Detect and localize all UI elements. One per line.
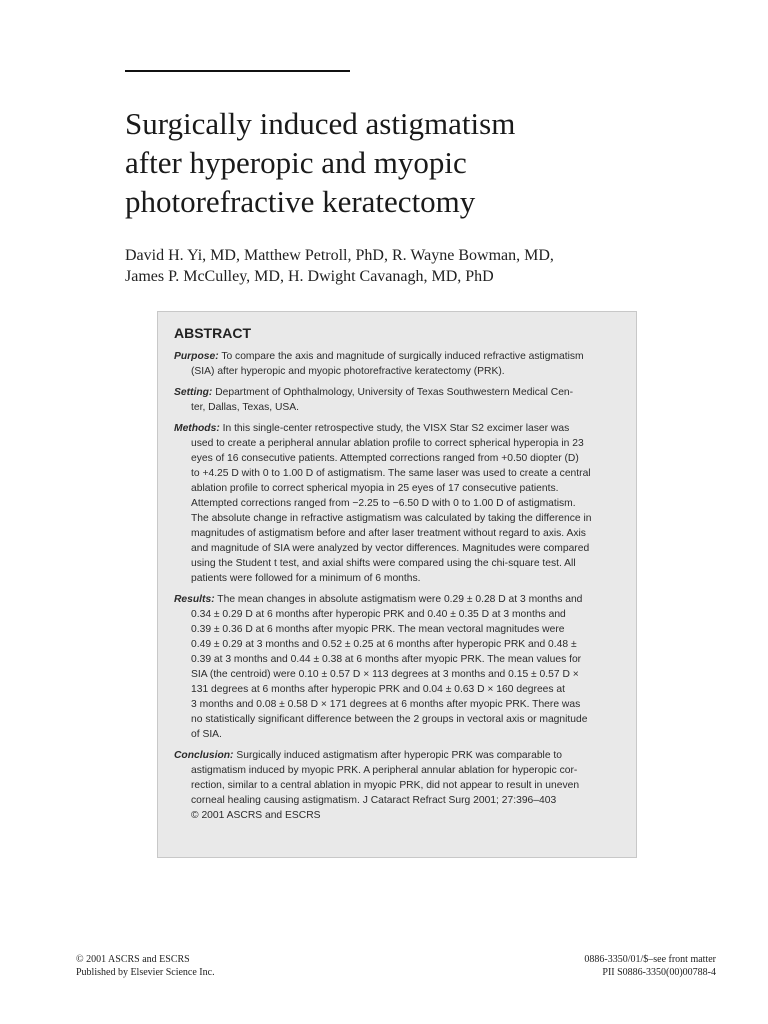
footer-line: 0886-3350/01/$–see front matter <box>584 954 716 965</box>
methods-text: eyes of 16 consecutive patients. Attempted corrections ranged from +0.50 diopter (D) <box>191 453 579 464</box>
results-text: 131 degrees at 6 months after hyperopic PRK and 0.04 ± 0.63 D × 160 degrees at <box>191 684 566 695</box>
footer-line: Published by Elsevier Science Inc. <box>76 967 215 978</box>
conclusion-text: astigmatism induced by myopic PRK. A peripheral annular ablation for hyperopic cor- <box>191 765 578 776</box>
methods-label: Methods: <box>174 423 220 434</box>
methods-text: to +4.25 D with 0 to 1.00 D of astigmatism. The same laser was used to create a central <box>191 468 591 479</box>
conclusion-text: Surgically induced astigmatism after hyperopic PRK was comparable to <box>233 750 563 761</box>
purpose-label: Purpose: <box>174 351 219 362</box>
results-text: no statistically significant difference between the 2 groups in vectoral axis or magnitude <box>191 714 588 725</box>
author-list <box>125 245 705 287</box>
results-text: of SIA. <box>191 729 222 740</box>
abstract-purpose <box>174 349 622 379</box>
title-line: photorefractive keratectomy <box>125 184 476 219</box>
purpose-text: To compare the axis and magnitude of surgically induced refractive astigmatism <box>218 351 584 362</box>
results-text: 0.39 ± 0.36 D at 6 months after myopic PRK. The mean vectoral magnitudes were <box>191 624 565 635</box>
abstract-conclusion <box>174 748 622 823</box>
results-text: 3 months and 0.08 ± 0.58 D × 171 degrees at 6 months after myopic PRK. There was <box>191 699 581 710</box>
results-text: The mean changes in absolute astigmatism were 0.29 ± 0.28 D at 3 months and <box>214 594 583 605</box>
title-rule <box>125 70 350 72</box>
methods-text: In this single-center retrospective study, the VISX Star S2 excimer laser was <box>219 423 570 434</box>
conclusion-text: © 2001 ASCRS and ESCRS <box>191 810 321 821</box>
abstract-methods <box>174 421 622 586</box>
footer-line: PII S0886-3350(00)00788-4 <box>602 967 716 978</box>
abstract-heading: ABSTRACT <box>174 325 251 341</box>
setting-text: ter, Dallas, Texas, USA. <box>191 402 299 413</box>
conclusion-text: rection, similar to a central ablation in myopic PRK, did not appear to result in uneven <box>191 780 580 791</box>
results-text: 0.49 ± 0.29 at 3 months and 0.52 ± 0.25 at 6 months after hyperopic PRK and 0.48 ± <box>191 639 577 650</box>
abstract-results <box>174 592 622 742</box>
results-text: 0.34 ± 0.29 D at 6 months after hyperopic PRK and 0.40 ± 0.35 D at 3 months and <box>191 609 566 620</box>
author-line: James P. McCulley, MD, H. Dwight Cavanagh, MD, PhD <box>125 268 494 285</box>
footer-line: © 2001 ASCRS and ESCRS <box>76 954 190 965</box>
methods-text: Attempted corrections ranged from −2.25 to −6.50 D with 0 to 1.00 D of astigmatism. <box>191 498 576 509</box>
author-line: David H. Yi, MD, Matthew Petroll, PhD, R. Wayne Bowman, MD, <box>125 247 554 264</box>
results-text: SIA (the centroid) were 0.10 ± 0.57 D × 113 degrees at 3 months and 0.15 ± 0.57 D × <box>191 669 579 680</box>
abstract-setting <box>174 385 622 415</box>
footer-identifiers <box>584 953 716 979</box>
results-text: 0.39 at 3 months and 0.44 ± 0.38 at 6 months after myopic PRK. The mean values for <box>191 654 582 665</box>
setting-label: Setting: <box>174 387 213 398</box>
footer-copyright <box>76 953 215 979</box>
results-label: Results: <box>174 594 215 605</box>
purpose-text: (SIA) after hyperopic and myopic photorefractive keratectomy (PRK). <box>191 366 505 377</box>
title-line: after hyperopic and myopic <box>125 145 467 180</box>
methods-text: magnitudes of astigmatism before and after laser treatment without regard to axis. Axis <box>191 528 586 539</box>
conclusion-text: corneal healing causing astigmatism. J Cataract Refract Surg 2001; 27:396–403 <box>191 795 557 806</box>
abstract-box <box>157 311 637 858</box>
article-title <box>125 104 685 221</box>
title-line: Surgically induced astigmatism <box>125 106 516 141</box>
conclusion-label: Conclusion: <box>174 750 234 761</box>
methods-text: The absolute change in refractive astigmatism was calculated by taking the difference in <box>191 513 592 524</box>
methods-text: and magnitude of SIA were analyzed by vector differences. Magnitudes were compared <box>191 543 590 554</box>
setting-text: Department of Ophthalmology, University of Texas Southwestern Medical Cen- <box>212 387 574 398</box>
methods-text: patients were followed for a minimum of 6 months. <box>191 573 421 584</box>
methods-text: used to create a peripheral annular ablation profile to correct spherical hyperopia in 23 <box>191 438 584 449</box>
methods-text: ablation profile to correct spherical myopia in 25 eyes of 17 consecutive patients. <box>191 483 559 494</box>
methods-text: using the Student t test, and axial shifts were compared using the chi-square test. All <box>191 558 576 569</box>
